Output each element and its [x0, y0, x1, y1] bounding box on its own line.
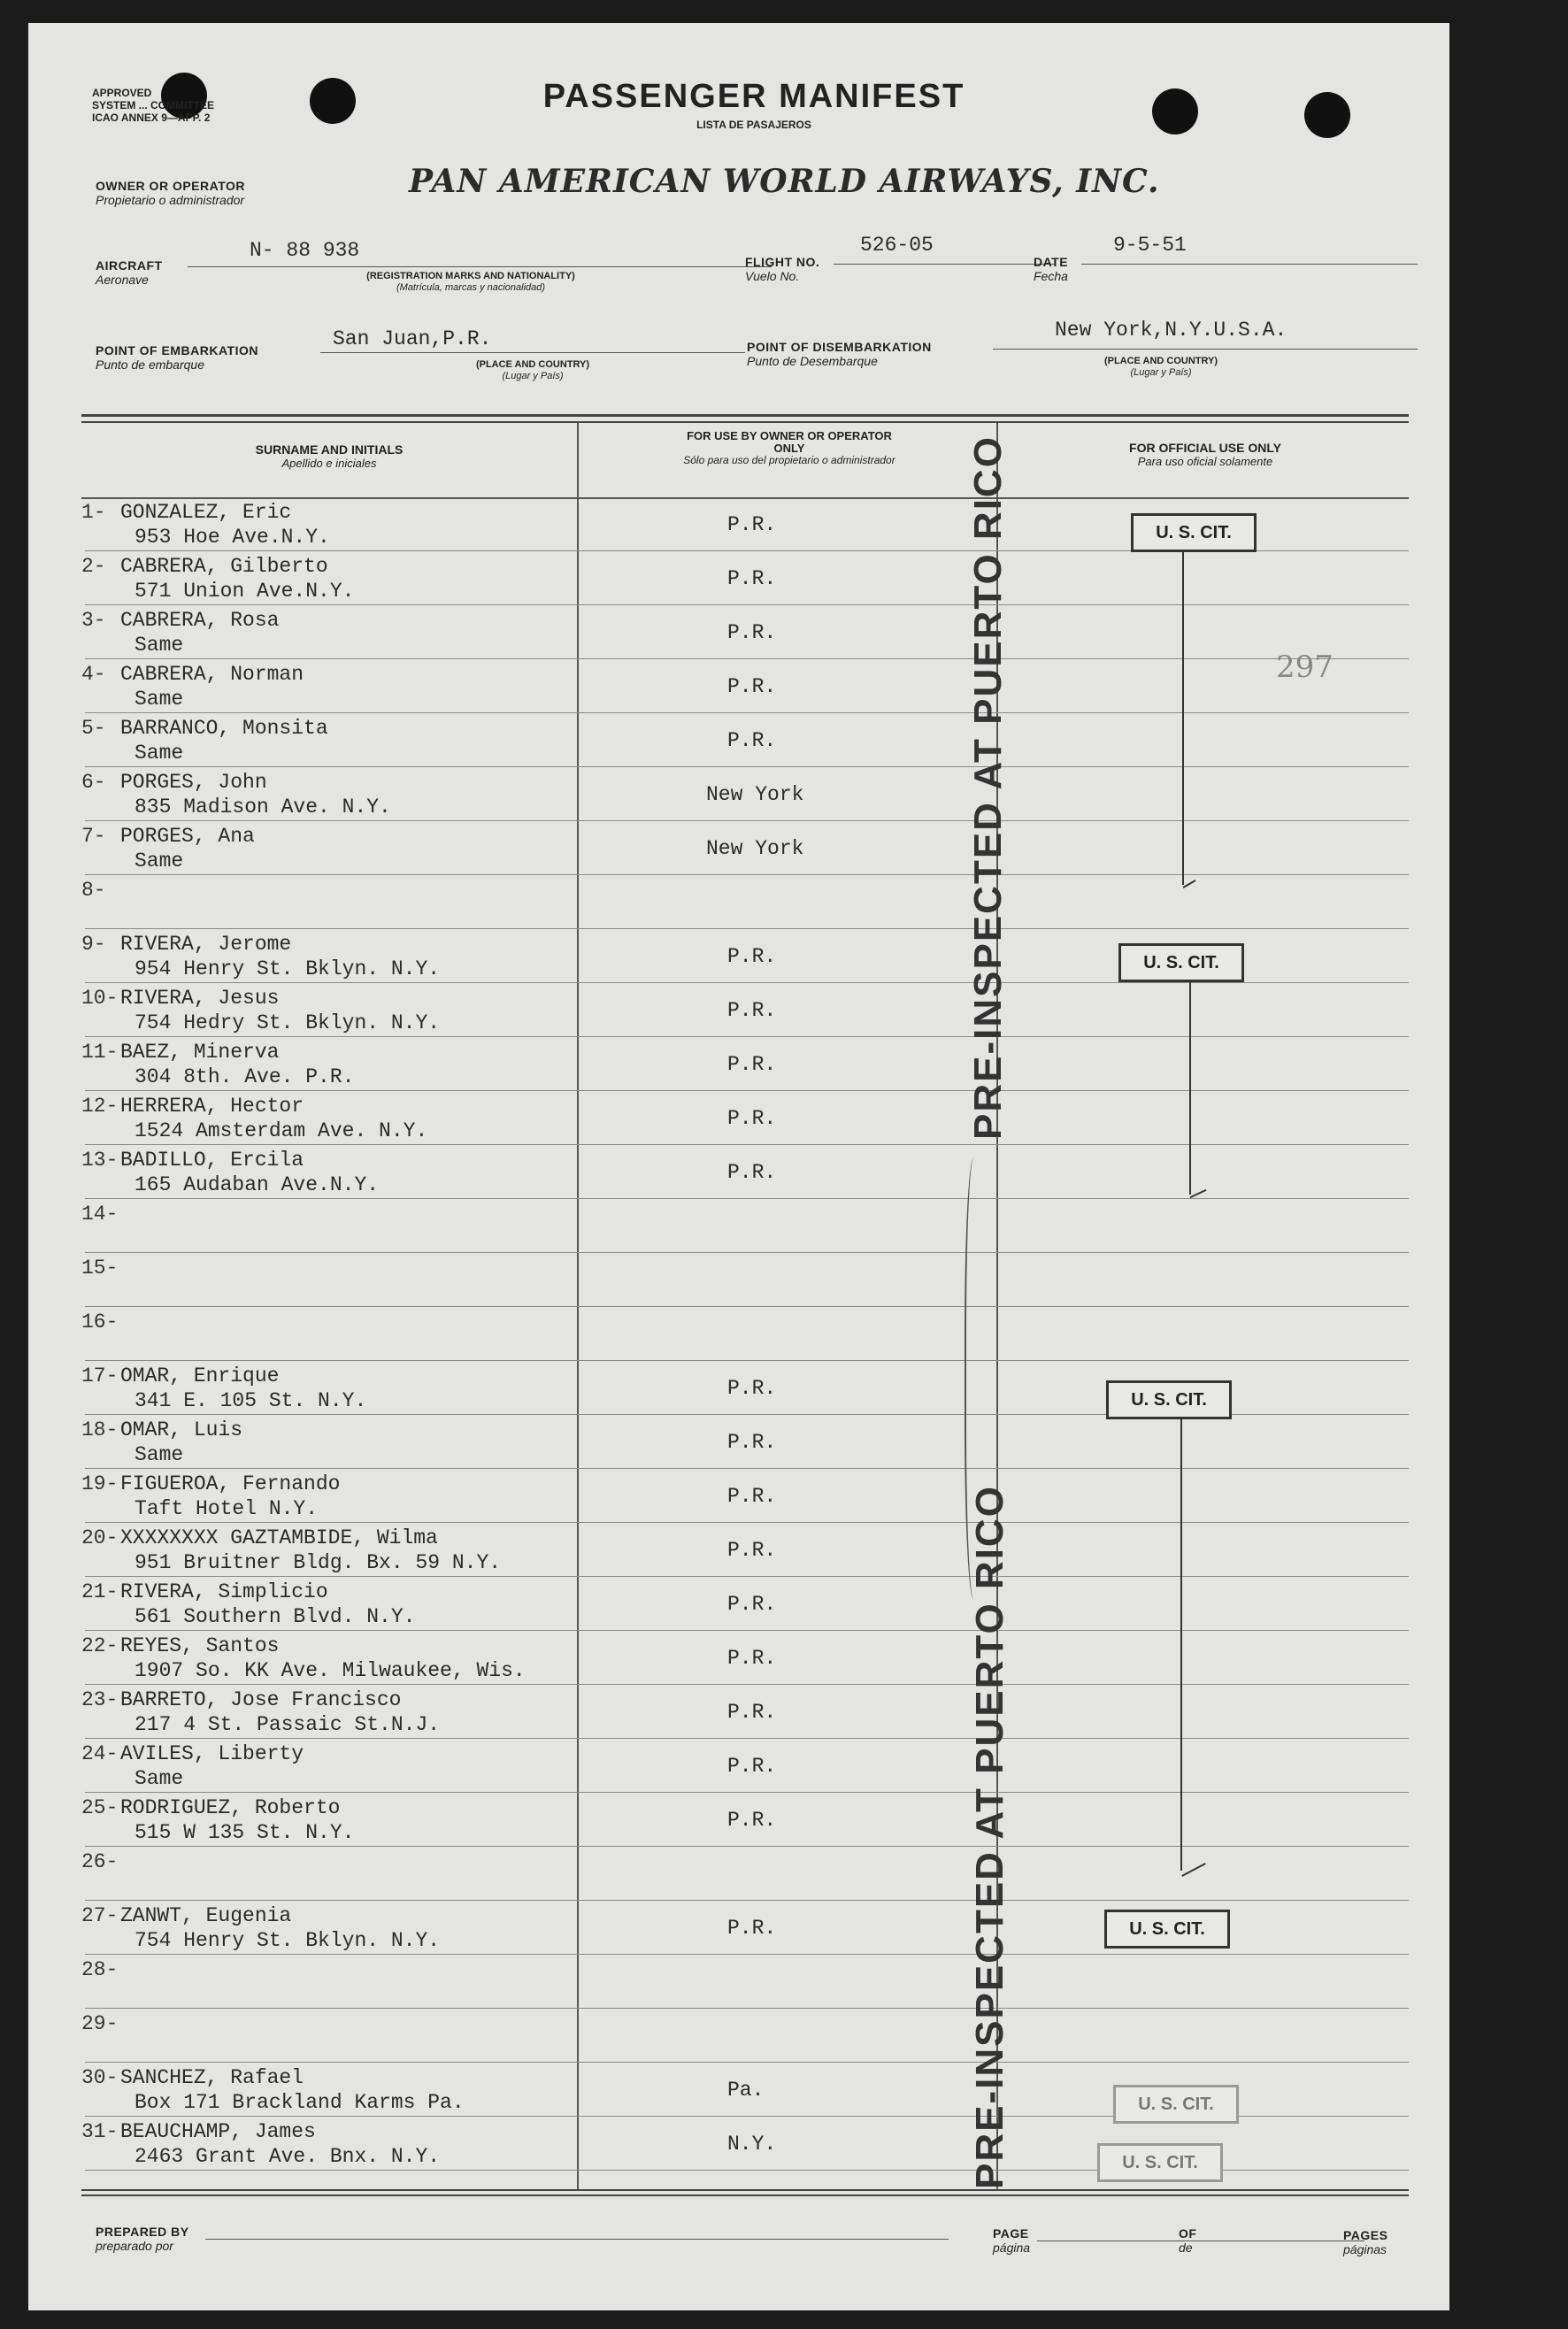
passenger-name: SANCHEZ, Rafael [120, 2066, 304, 2089]
passenger-name: GONZALEZ, Eric [120, 501, 292, 524]
row-number: 26- [81, 1850, 119, 1873]
table-row [28, 1253, 1444, 1307]
passenger-address: Same [135, 634, 184, 657]
column-header-text: SURNAME AND INITIALS [255, 442, 404, 457]
row-number: 6- [81, 771, 106, 794]
table-row [28, 1361, 1444, 1415]
row-number: 18- [81, 1418, 119, 1441]
passenger-name: PORGES, John [120, 771, 267, 794]
passenger-address: 1524 Amsterdam Ave. N.Y. [135, 1119, 428, 1142]
passenger-name: BADILLO, Ercila [120, 1149, 304, 1172]
table-row [28, 875, 1444, 929]
handwritten-number: 297 [1276, 650, 1334, 685]
passenger-address: 561 Southern Blvd. N.Y. [135, 1605, 416, 1628]
owner-use-value: P.R. [727, 1917, 777, 1940]
row-number: 1- [81, 501, 106, 524]
row-number: 21- [81, 1580, 119, 1603]
disembark-underline [993, 349, 1418, 350]
column-header-official [1037, 441, 1373, 468]
row-number: 27- [81, 1904, 119, 1927]
row-number: 2- [81, 555, 106, 578]
owner-use-value: P.R. [727, 729, 777, 752]
aircraft-caption: (REGISTRATION MARKS AND NATIONALITY) [366, 271, 575, 281]
punch-hole [1152, 88, 1198, 135]
preinspected-stamp: PRE-INSPECTED AT PUERTO RICO [968, 1485, 1011, 2189]
approval-note [92, 87, 357, 124]
passenger-name: BARRETO, Jose Francisco [120, 1688, 402, 1711]
aircraft-caption-es: (Matrícula, marcas y nacionalidad) [396, 282, 546, 293]
table-row [28, 1037, 1444, 1091]
table-row [28, 1631, 1444, 1685]
row-number: 11- [81, 1041, 119, 1064]
table-row [28, 1145, 1444, 1199]
embark-label-es: Punto de embarque [96, 357, 204, 372]
passenger-address: 754 Hedry St. Bklyn. N.Y. [135, 1011, 441, 1034]
table-bottom-rule [81, 2189, 1409, 2191]
passenger-name: HERRERA, Hector [120, 1095, 304, 1118]
passenger-name: OMAR, Enrique [120, 1364, 280, 1387]
row-number: 28- [81, 1958, 119, 1981]
passenger-name: ZANWT, Eugenia [120, 1904, 292, 1927]
passenger-address: 954 Henry St. Bklyn. N.Y. [135, 957, 441, 980]
preinspected-stamp: PRE-INSPECTED AT PUERTO RICO [966, 435, 1010, 1140]
table-row [28, 1955, 1444, 2009]
date-underline [1081, 264, 1418, 265]
owner-use-value: P.R. [727, 1107, 777, 1130]
owner-use-value: P.R. [727, 1053, 777, 1076]
column-header-text: FOR USE BY OWNER OR OPERATOR ONLY [687, 429, 892, 455]
passenger-name: PORGES, Ana [120, 825, 255, 848]
table-row [28, 2009, 1444, 2063]
row-number: 19- [81, 1472, 119, 1495]
passenger-address: Same [135, 849, 184, 872]
manifest-paper [28, 23, 1449, 2310]
approval-line: SYSTEM ... COMMITTEE [92, 99, 215, 111]
embark-underline [320, 352, 745, 353]
table-bottom-rule [81, 2194, 1409, 2196]
page-field [993, 2226, 1030, 2255]
table-row [28, 1685, 1444, 1739]
passenger-name: REYES, Santos [120, 1634, 280, 1657]
us-citizen-stamp: U. S. CIT. [1097, 2143, 1223, 2182]
owner-use-value: P.R. [727, 1431, 777, 1454]
punch-hole [1304, 92, 1350, 138]
row-number: 31- [81, 2120, 119, 2143]
row-number: 25- [81, 1796, 119, 1819]
passenger-address: 304 8th. Ave. P.R. [135, 1065, 355, 1088]
us-citizen-stamp: U. S. CIT. [1118, 943, 1244, 982]
table-row [28, 1577, 1444, 1631]
row-number: 12- [81, 1095, 119, 1118]
prepared-label: PREPARED BY [96, 2225, 189, 2239]
row-number: 8- [81, 879, 106, 902]
owner-use-value: P.R. [727, 1647, 777, 1670]
stamp-bracket-line [1189, 982, 1191, 1195]
flight-underline [834, 264, 1055, 265]
row-number: 4- [81, 663, 106, 686]
owner-label-es: Propietario o administrador [96, 193, 245, 207]
passenger-address: Same [135, 1767, 184, 1790]
owner-use-value: Pa. [727, 2079, 765, 2102]
disembark-caption: (PLACE AND COUNTRY) [1103, 356, 1218, 366]
flight-value: 526-05 [860, 234, 934, 257]
table-row [28, 1415, 1444, 1469]
row-number: 13- [81, 1149, 119, 1172]
aircraft-label: AIRCRAFT [96, 258, 163, 273]
us-citizen-stamp: U. S. CIT. [1106, 1380, 1232, 1419]
passenger-address: 835 Madison Ave. N.Y. [135, 796, 391, 819]
passenger-name: RIVERA, Jerome [120, 933, 292, 956]
passenger-name: BEAUCHAMP, James [120, 2120, 316, 2143]
owner-use-value: P.R. [727, 945, 777, 968]
table-row [28, 821, 1444, 875]
column-header-owner-use [674, 430, 904, 466]
row-number: 17- [81, 1364, 119, 1387]
us-citizen-stamp: U. S. CIT. [1131, 513, 1257, 552]
owner-use-value: P.R. [727, 567, 777, 590]
table-row [28, 2117, 1444, 2171]
embark-caption-es: (Lugar y País) [502, 371, 564, 381]
approval-line: APPROVED [92, 87, 152, 99]
owner-use-value: P.R. [727, 675, 777, 698]
date-label-es: Fecha [1034, 269, 1068, 283]
owner-use-value: N.Y. [727, 2133, 777, 2156]
table-row [28, 1469, 1444, 1523]
passenger-address: 754 Henry St. Bklyn. N.Y. [135, 1929, 441, 1952]
owner-use-value: P.R. [727, 1755, 777, 1778]
row-number: 9- [81, 933, 106, 956]
passenger-name: RIVERA, Jesus [120, 987, 280, 1010]
column-header-text: FOR OFFICIAL USE ONLY [1129, 441, 1281, 455]
column-header-text-es: Apellido e iniciales [281, 457, 377, 470]
handwritten-curve [965, 1157, 988, 1600]
aircraft-underline [188, 266, 772, 267]
table-top-rule [81, 414, 1409, 417]
row-number: 5- [81, 717, 106, 740]
passenger-name: OMAR, Luis [120, 1418, 243, 1441]
passenger-name: CABRERA, Rosa [120, 609, 280, 632]
passenger-name: XXXXXXXX GAZTAMBIDE, Wilma [120, 1526, 438, 1549]
disembark-value: New York,N.Y.U.S.A. [1055, 319, 1287, 342]
owner-use-value: P.R. [727, 1809, 777, 1832]
aircraft-value: N- 88 938 [250, 239, 360, 262]
column-header-text-es: Sólo para uso del propietario o administrador [683, 454, 895, 466]
prepared-label-es: preparado por [96, 2239, 173, 2253]
passenger-address: 2463 Grant Ave. Bnx. N.Y. [135, 2145, 441, 2168]
passenger-address: 1907 So. KK Ave. Milwaukee, Wis. [135, 1659, 526, 1682]
row-number: 24- [81, 1742, 119, 1765]
passenger-address: 341 E. 105 St. N.Y. [135, 1389, 367, 1412]
table-row [28, 1199, 1444, 1253]
table-row [28, 1091, 1444, 1145]
passenger-address: 951 Bruitner Bldg. Bx. 59 N.Y. [135, 1551, 502, 1574]
row-number: 15- [81, 1257, 119, 1280]
stamp-bracket-line [1180, 1419, 1182, 1871]
passenger-name: CABRERA, Norman [120, 663, 304, 686]
approval-line: ICAO ANNEX 9—APP. 2 [92, 111, 211, 124]
date-value: 9-5-51 [1113, 234, 1187, 257]
flight-label: FLIGHT NO. [745, 255, 820, 269]
us-citizen-stamp: U. S. CIT. [1104, 1910, 1230, 1949]
page-label-es: página [993, 2241, 1031, 2255]
table-row [28, 983, 1444, 1037]
page-subtitle: LISTA DE PASAJEROS [696, 119, 811, 131]
owner-label: OWNER OR OPERATOR [96, 179, 245, 193]
owner-value: PAN AMERICAN WORLD AIRWAYS, INC. [409, 163, 1160, 200]
passenger-address: Same [135, 1443, 184, 1466]
passenger-address: 515 W 135 St. N.Y. [135, 1821, 355, 1844]
column-header-text-es: Para uso oficial solamente [1137, 455, 1273, 468]
stamp-bracket-line [1182, 552, 1184, 885]
passenger-name: RIVERA, Simplicio [120, 1580, 328, 1603]
of-label-es: de [1179, 2241, 1193, 2255]
row-number: 3- [81, 609, 106, 632]
owner-use-value: P.R. [727, 1539, 777, 1562]
row-number: 22- [81, 1634, 119, 1657]
owner-use-value: P.R. [727, 1377, 777, 1400]
passenger-address: Same [135, 742, 184, 765]
embark-label: POINT OF EMBARKATION [96, 343, 258, 357]
prepared-underline [205, 2239, 949, 2240]
prepared-by [96, 2225, 189, 2253]
passenger-name: FIGUEROA, Fernando [120, 1472, 341, 1495]
owner-use-value: P.R. [727, 513, 777, 536]
passenger-name: RODRIGUEZ, Roberto [120, 1796, 341, 1819]
passenger-name: BARRANCO, Monsita [120, 717, 328, 740]
passenger-address: 571 Union Ave.N.Y. [135, 580, 355, 603]
table-row [28, 1307, 1444, 1361]
passenger-address: Same [135, 688, 184, 711]
disembark-label: POINT OF DISEMBARKATION [747, 340, 932, 354]
row-number: 23- [81, 1688, 119, 1711]
of-field [1179, 2226, 1196, 2255]
flight-label-es: Vuelo No. [745, 269, 800, 283]
owner-use-value: P.R. [727, 1161, 777, 1184]
passenger-address: Taft Hotel N.Y. [135, 1497, 319, 1520]
row-number: 16- [81, 1311, 119, 1334]
aircraft-label-es: Aeronave [96, 273, 149, 287]
disembark-label-es: Punto de Desembarque [747, 354, 878, 368]
passenger-address: 953 Hoe Ave.N.Y. [135, 526, 330, 549]
column-header-surname [135, 442, 524, 470]
pages-label: PAGES [1343, 2228, 1388, 2242]
pages-field [1343, 2228, 1387, 2256]
pages-label-es: páginas [1343, 2242, 1387, 2256]
owner-use-value: New York [706, 837, 804, 860]
page-label: PAGE [993, 2226, 1029, 2241]
table-top-rule [81, 421, 1409, 423]
table-row [28, 1739, 1444, 1793]
table-row [28, 1847, 1444, 1901]
table-row [28, 1901, 1444, 1955]
row-number: 10- [81, 987, 119, 1010]
embark-value: San Juan,P.R. [333, 327, 492, 350]
owner-use-value: P.R. [727, 1701, 777, 1724]
row-number: 20- [81, 1526, 119, 1549]
passenger-address: 217 4 St. Passaic St.N.J. [135, 1713, 441, 1736]
of-label: OF [1179, 2226, 1197, 2241]
row-number: 7- [81, 825, 106, 848]
table-row [28, 551, 1444, 605]
table-row [28, 1793, 1444, 1847]
table-row [28, 1523, 1444, 1577]
row-number: 29- [81, 2012, 119, 2035]
passenger-address: Box 171 Brackland Karms Pa. [135, 2091, 465, 2114]
table-row [28, 767, 1444, 821]
owner-use-value: P.R. [727, 1593, 777, 1616]
owner-use-value: P.R. [727, 999, 777, 1022]
passenger-name: BAEZ, Minerva [120, 1041, 280, 1064]
owner-use-value: P.R. [727, 1485, 777, 1508]
table-row [28, 659, 1444, 713]
date-label: DATE [1034, 255, 1069, 269]
owner-use-value: P.R. [727, 621, 777, 644]
row-number: 14- [81, 1203, 119, 1226]
table-row [28, 605, 1444, 659]
disembark-caption-es: (Lugar y País) [1130, 367, 1192, 378]
page-title: PASSENGER MANIFEST [542, 78, 965, 115]
embark-caption: (PLACE AND COUNTRY) [475, 359, 590, 370]
passenger-name: AVILES, Liberty [120, 1742, 304, 1765]
passenger-name: CABRERA, Gilberto [120, 555, 328, 578]
row-number: 30- [81, 2066, 119, 2089]
owner-use-value: New York [706, 783, 804, 806]
table-row [28, 713, 1444, 767]
us-citizen-stamp: U. S. CIT. [1113, 2085, 1239, 2124]
passenger-address: 165 Audaban Ave.N.Y. [135, 1173, 380, 1196]
